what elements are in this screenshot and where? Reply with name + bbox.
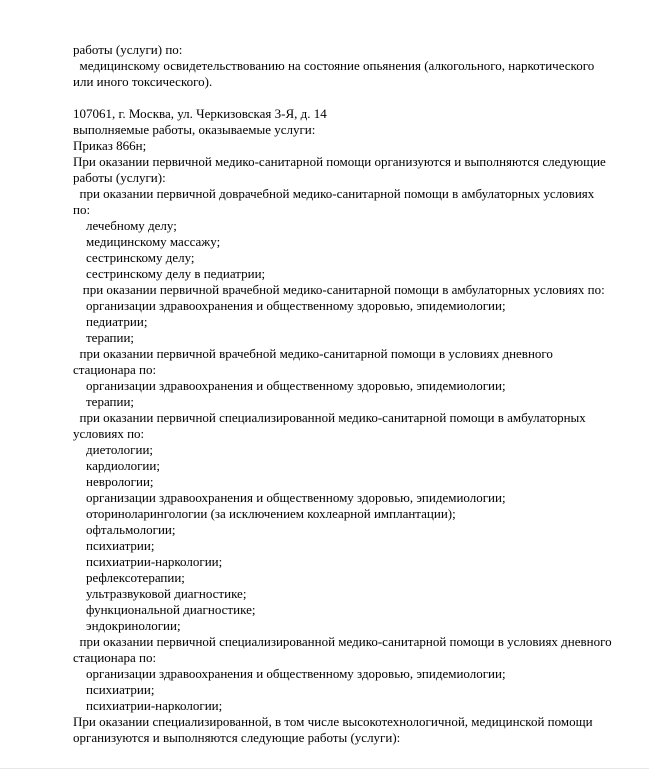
document-line: или иного токсического). xyxy=(73,74,213,89)
document-line: рефлексотерапии; xyxy=(73,570,185,585)
document-line: стационара по: xyxy=(73,362,157,377)
document-line: организации здравоохранения и общественному здоровью, эпидемиологии; xyxy=(73,378,506,393)
document-line: по: xyxy=(73,202,91,217)
document-line: условиях по: xyxy=(73,426,145,441)
document-line: при оказании первичной специализированной медико-санитарной помощи в условиях дневного xyxy=(73,634,612,649)
document-line: неврологии; xyxy=(73,474,154,489)
document-line: сестринскому делу в педиатрии; xyxy=(73,266,266,281)
document-line: оториноларингологии (за исключением кохлеарной имплантации); xyxy=(73,506,456,521)
document-line: при оказании первичной врачебной медико-санитарной помощи в амбулаторных условиях по: xyxy=(73,282,605,297)
document-line: 107061, г. Москва, ул. Черкизовская 3-Я, д. 14 xyxy=(73,106,327,121)
document-line: стационара по: xyxy=(73,650,157,665)
document-line: медицинскому освидетельствованию на состояние опьянения (алкогольного, наркотического xyxy=(73,58,595,73)
text-block-services-intro xyxy=(73,42,633,90)
document-line: терапии; xyxy=(73,330,135,345)
text-block-address-services xyxy=(73,106,633,746)
document-line: выполняемые работы, оказываемые услуги: xyxy=(73,122,316,137)
document-line: психиатрии; xyxy=(73,538,155,553)
document-line: сестринскому делу; xyxy=(73,250,195,265)
document-line: организации здравоохранения и общественному здоровью, эпидемиологии; xyxy=(73,298,506,313)
document-line: психиатрии; xyxy=(73,682,155,697)
document-line: функциональной диагностике; xyxy=(73,602,256,617)
document-line: диетологии; xyxy=(73,442,154,457)
document-line: медицинскому массажу; xyxy=(73,234,221,249)
document-line: педиатрии; xyxy=(73,314,148,329)
document-line: работы (услуги): xyxy=(73,170,166,185)
document-line: Приказ 866н; xyxy=(73,138,147,153)
document-line: организуются и выполняются следующие работы (услуги): xyxy=(73,730,401,745)
document-line: офтальмологии; xyxy=(73,522,176,537)
document-line: при оказании первичной специализированной медико-санитарной помощи в амбулаторных xyxy=(73,410,586,425)
document-line: организации здравоохранения и общественному здоровью, эпидемиологии; xyxy=(73,666,506,681)
document-line: При оказании первичной медико-санитарной помощи организуются и выполняются следующие xyxy=(73,154,606,169)
document-line: лечебному делу; xyxy=(73,218,177,233)
document-body xyxy=(73,42,633,746)
document-line: ультразвуковой диагностике; xyxy=(73,586,247,601)
document-line: психиатрии-наркологии; xyxy=(73,554,223,569)
document-line: организации здравоохранения и общественному здоровью, эпидемиологии; xyxy=(73,490,506,505)
page-bottom-divider xyxy=(0,768,649,769)
document-line: работы (услуги) по: xyxy=(73,42,183,57)
document-line: эндокринологии; xyxy=(73,618,181,633)
document-line: терапии; xyxy=(73,394,135,409)
document-line: психиатрии-наркологии; xyxy=(73,698,223,713)
document-line: при оказании первичной врачебной медико-санитарной помощи в условиях дневного xyxy=(73,346,553,361)
document-line: при оказании первичной доврачебной медико-санитарной помощи в амбулаторных условиях xyxy=(73,186,595,201)
paragraph-gap xyxy=(73,90,633,106)
document-line: кардиологии; xyxy=(73,458,160,473)
document-line: При оказании специализированной, в том числе высокотехнологичной, медицинской помощи xyxy=(73,714,593,729)
